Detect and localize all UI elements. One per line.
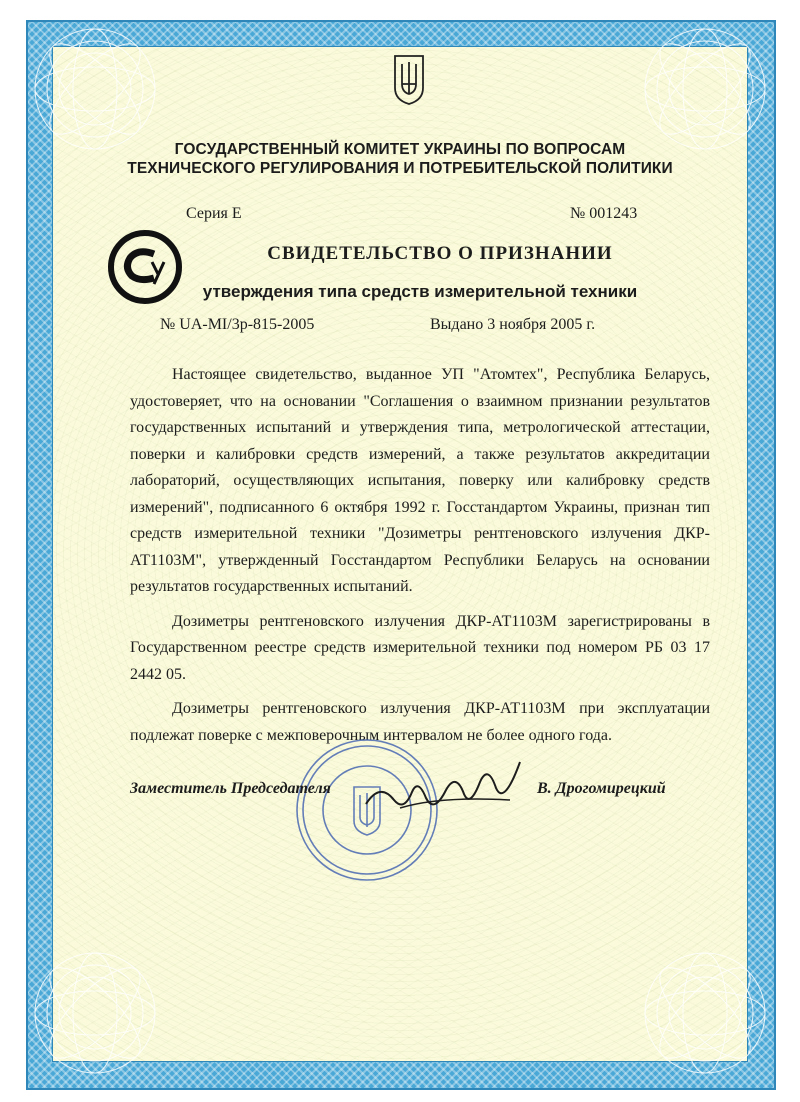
certificate-title: СВИДЕТЕЛЬСТВО О ПРИЗНАНИИ [267,243,613,264]
certificate-number: № 001243 [570,205,638,222]
handwritten-signature [360,742,530,822]
signatory-name: В. Дрогомирецкий [537,780,666,797]
body-paragraph: Дозиметры рентгеновского излучения ДКР-АТ1103М при эксплуатации подлежат поверке с межповерочным интервалом не более одного года. [130,700,710,744]
certificate-subtitle: утверждения типа средств измерительной техники [202,282,638,301]
corner-rosette-icon [630,938,780,1088]
signatory-title: Заместитель Председателя [130,780,331,797]
authority-line-2: ТЕХНИЧЕСКОГО РЕГУЛИРОВАНИЯ И ПОТРЕБИТЕЛЬСКОЙ ПОЛИТИКИ [127,160,673,177]
registration-number: № UA-MI/3р-815-2005 [160,316,315,333]
issuing-authority [100,140,700,178]
body-paragraph: Дозиметры рентгеновского излучения ДКР-АТ1103М зарегистрированы в Государственном реестре средств измерительной техники под номером РБ 03 17 2442 05. [130,612,710,683]
trident-emblem-icon [392,52,426,106]
body-paragraph: Настоящее свидетельство, выданное УП "Атомтех", Республика Беларусь, удостоверяет, что на основании "Соглашения о взаимном признании результатов государственных испытаний и утверждения типа, метрологической аттестации, поверки и калибровки средств измерений, а также результатов аккредитации лабораторий, осуществляющих испытания, поверку или калибровку средств измерений", подписанного 6 октября 1992 г. Госстандартом Украины, признан тип средств измерительной техники "Дозиметры рентгеновского излучения ДКР-АТ1103М", утвержденный Госстандартом Республики Беларусь на основании результатов государственных испытаний. [130,366,710,595]
certificate-body [130,362,710,757]
series-label: Серия Е [186,205,242,222]
authority-line-1: ГОСУДАРСТВЕННЫЙ КОМИТЕТ УКРАИНЫ ПО ВОПРОСАМ [174,141,626,158]
corner-rosette-icon [20,938,170,1088]
issue-date: Выдано 3 ноября 2005 г. [430,316,596,333]
